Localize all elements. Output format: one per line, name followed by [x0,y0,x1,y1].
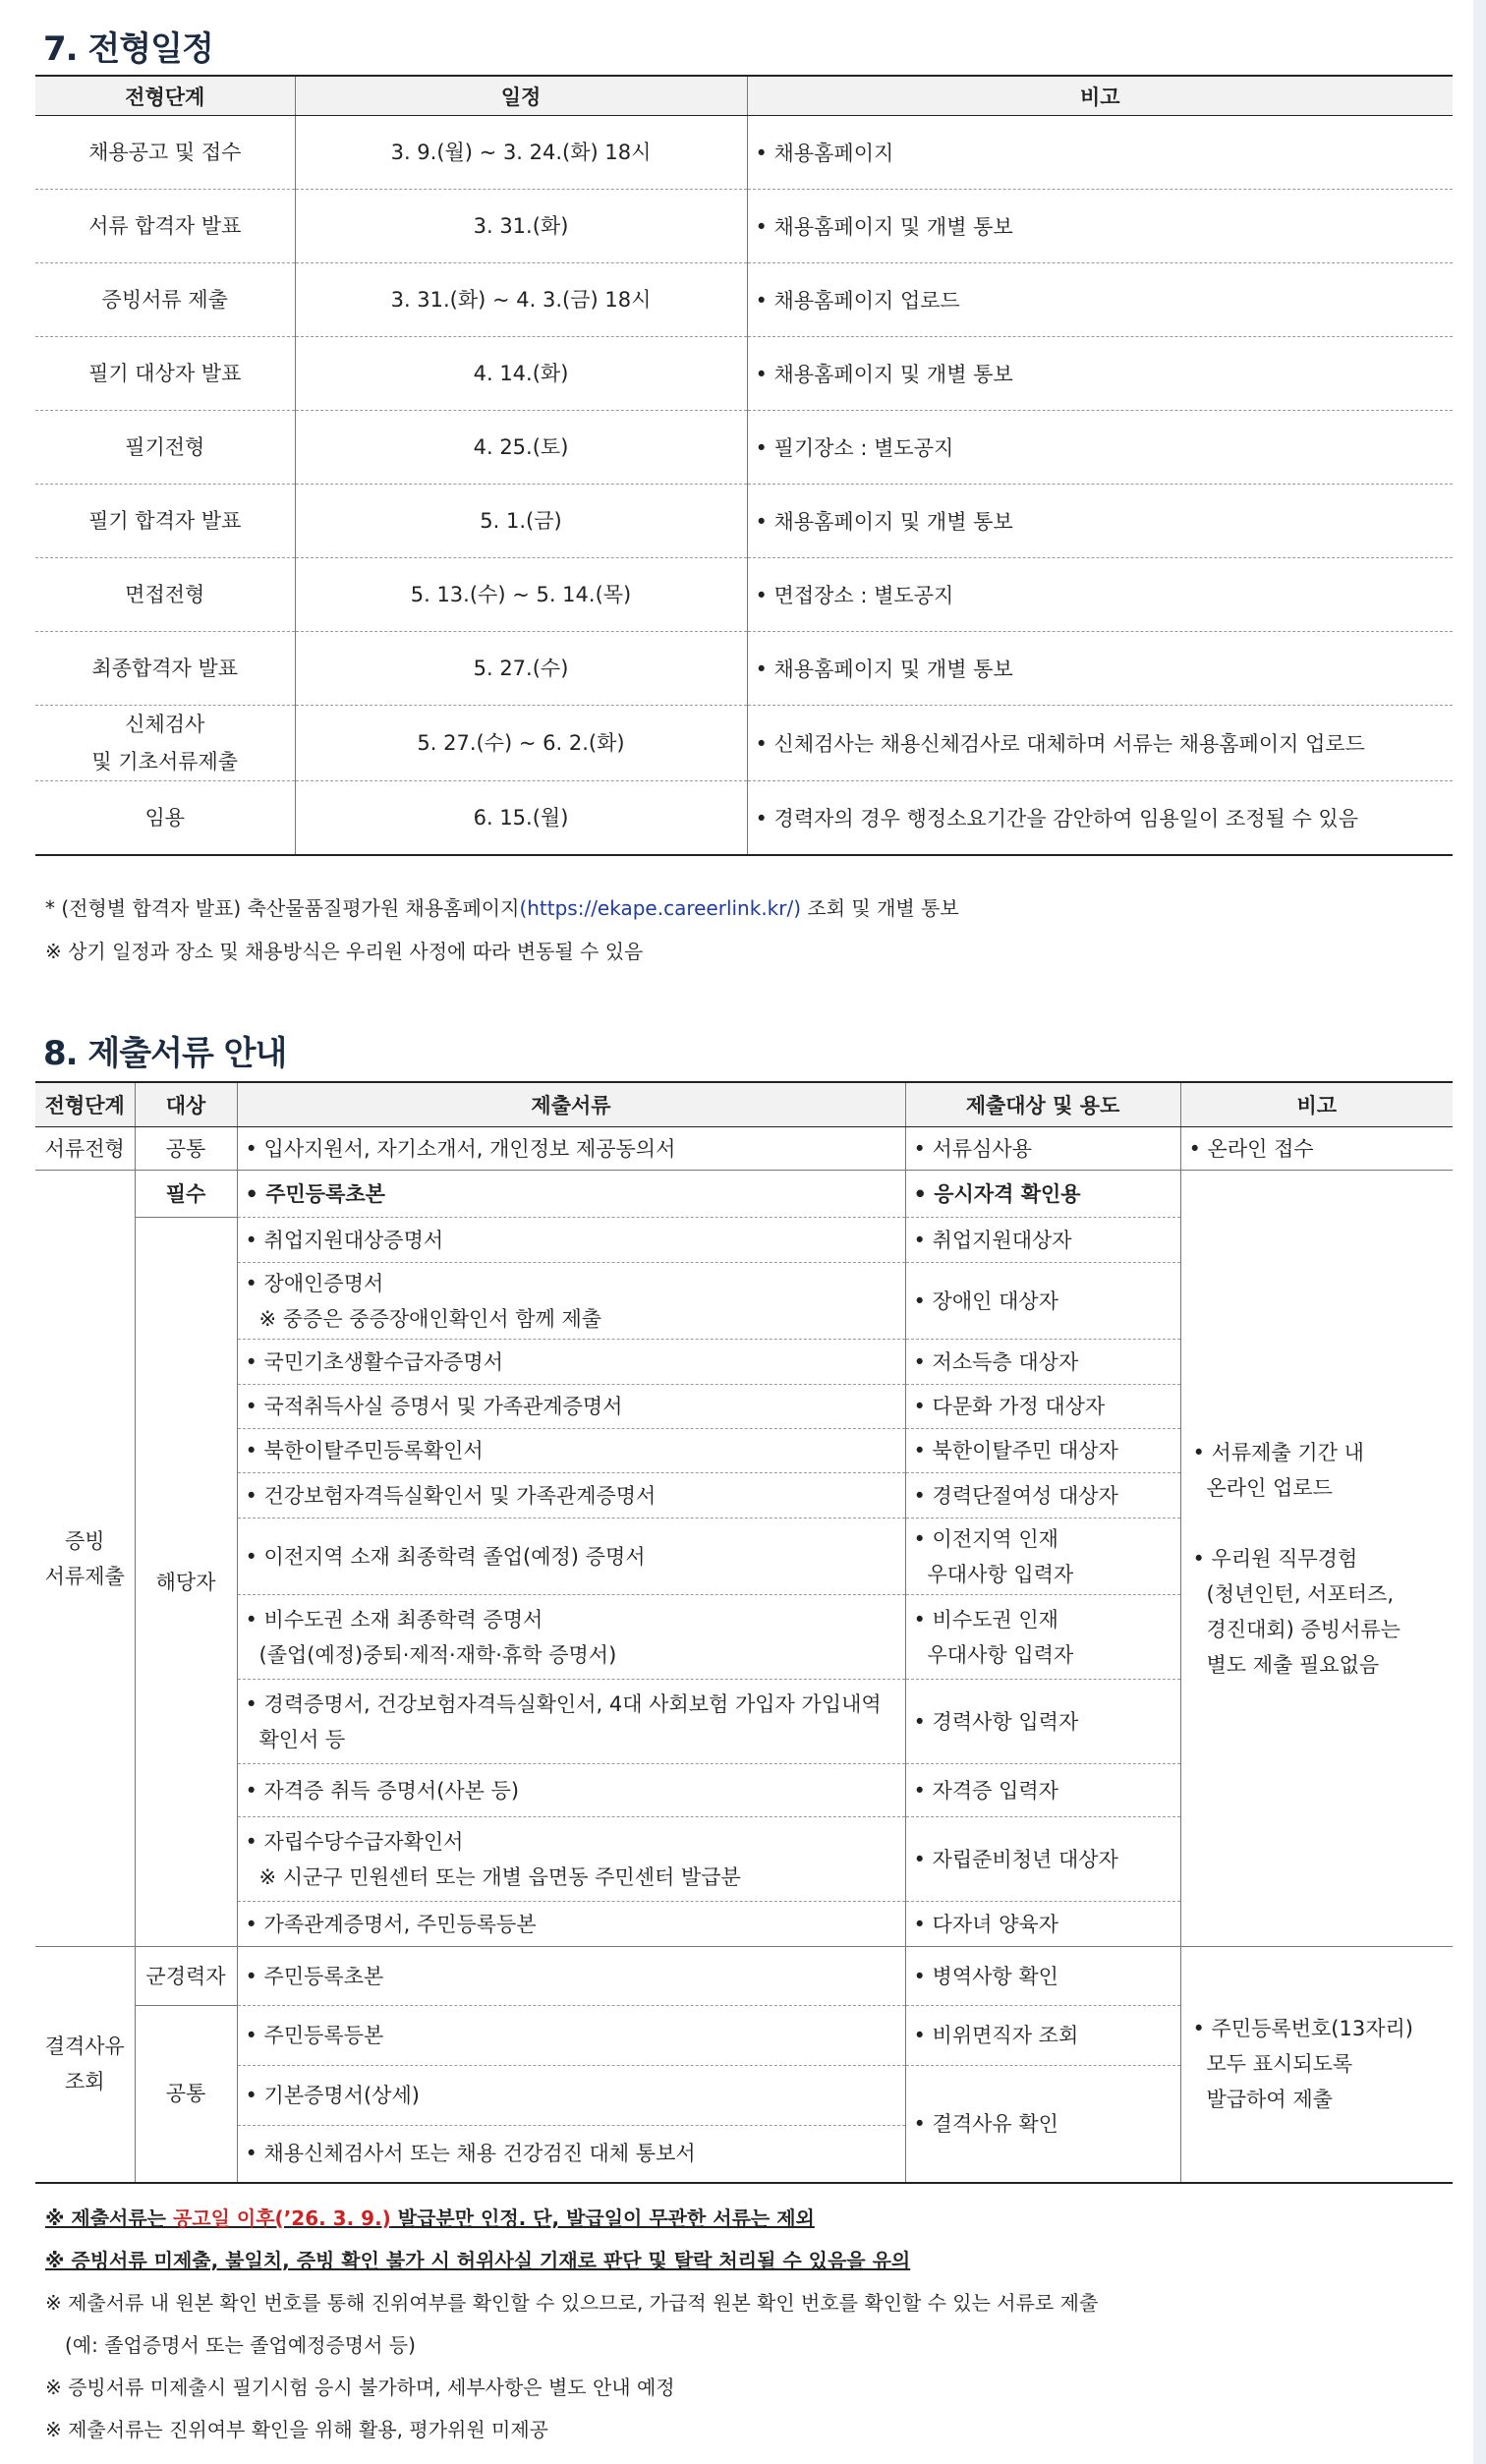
table-row [35,485,1453,558]
doc-line: • 비수도권 소재 최종학력 증명서 [245,1607,543,1632]
use-cell: • 응시자격 확인용 [905,1171,1180,1218]
note-line: • 주민등록번호(13자리) [1192,2017,1413,2041]
note-line: • 우리원 직무경험 [1192,1546,1358,1571]
use-cell: • 북한이탈주민 대상자 [905,1429,1180,1473]
stage-line: 증빙 [64,1528,105,1553]
note-text: 조회 및 개별 통보 [801,896,959,920]
note-cell: • 채용홈페이지 업로드 [747,263,1453,337]
note-line: 발급하여 제출 [1206,2088,1333,2112]
footnote-5: ※ 제출서류는 진위여부 확인을 위해 활용, 평가위원 미제공 [45,2418,548,2441]
stage-line: 결격사유 [44,2034,125,2059]
doc-line: ※ 시군구 민원센터 또는 개별 읍면동 주민센터 발급분 [258,1864,741,1889]
documents-table [35,1081,1453,2184]
note-line: • 서류제출 기간 내 [1192,1440,1364,1464]
date-cell: 3. 31.(화) ~ 4. 3.(금) 18시 [295,263,747,337]
date-cell: 6. 15.(월) [295,781,747,856]
doc-cell: • 국민기초생활수급자증명서 [237,1340,905,1385]
use-cell: • 병역사항 확인 [905,1947,1180,2006]
doc-cell [237,1817,905,1902]
stage-cell: 필기전형 [35,411,295,485]
col-header-note: 비고 [747,76,1453,116]
doc-cell: • 채용신체검사서 또는 채용 건강검진 대체 통보서 [237,2126,905,2183]
use-cell: • 자립준비청년 대상자 [905,1817,1180,1902]
doc-cell: • 주민등록초본 [237,1171,905,1218]
documents-footnotes [45,2198,1441,2451]
right-edge-strip [1473,0,1486,2464]
table-row [35,1171,1453,1218]
note-cell: • 온라인 접수 [1180,1127,1453,1171]
use-cell: • 다자녀 양육자 [905,1902,1180,1947]
careerlink-url[interactable]: (https://ekape.careerlink.kr/) [519,896,802,920]
stage-line: 조회 [64,2070,105,2094]
target-cell: 공통 [135,1127,237,1171]
stage-line: 및 기초서류제출 [91,750,239,774]
col-header-target: 대상 [135,1082,237,1127]
stage-line: 신체검사 [125,713,205,736]
section-8-title: 8. 제출서류 안내 [43,1034,287,1073]
use-line: • 비수도권 인재 [913,1607,1058,1632]
stage-cell: 임용 [35,781,295,856]
stage-cell: 서류 합격자 발표 [35,190,295,263]
doc-cell: • 주민등록초본 [237,1947,905,2006]
footnote-2: ※ 증빙서류 미제출, 불일치, 증빙 확인 불가 시 허위사실 기재로 판단 및 탈락 처리될 수 있음을 유의 [45,2249,911,2272]
col-header-note: 비고 [1180,1082,1453,1127]
doc-line: ※ 중증은 중증장애인확인서 함께 제출 [258,1306,602,1331]
table-row [35,190,1453,263]
use-cell: • 결격사유 확인 [905,2066,1180,2183]
footnote-4: ※ 증빙서류 미제출시 필기시험 응시 불가하며, 세부사항은 별도 안내 예정 [45,2376,675,2399]
use-line: 우대사항 입력자 [927,1562,1074,1586]
use-cell: • 경력사항 입력자 [905,1680,1180,1764]
use-cell: • 장애인 대상자 [905,1263,1180,1340]
col-header-docs: 제출서류 [237,1082,905,1127]
date-cell: 3. 9.(월) ~ 3. 24.(화) 18시 [295,116,747,190]
doc-line: • 자립수당수급자확인서 [245,1829,464,1854]
note-cell: • 신체검사는 채용신체검사로 대체하며 서류는 채용홈페이지 업로드 [747,706,1453,781]
note-line: (청년인턴, 서포터즈, [1206,1581,1395,1606]
note-line: 모두 표시되도록 [1206,2052,1353,2077]
stage-cell [35,1947,135,2183]
doc-cell: • 자격증 취득 증명서(사본 등) [237,1764,905,1817]
stage-cell [35,1171,135,1947]
doc-line: (졸업(예정)중퇴·제적·재학·휴학 증명서) [258,1642,617,1667]
col-header-stage: 전형단계 [35,76,295,116]
col-header-use: 제출대상 및 용도 [905,1082,1180,1127]
table-row [35,558,1453,632]
date-cell: 4. 14.(화) [295,337,747,411]
stage-cell: 면접전형 [35,558,295,632]
note-text: * (전형별 합격자 발표) 축산물품질평가원 채용홈페이지 [45,896,520,920]
schedule-header-row [35,76,1453,116]
note-cell: • 채용홈페이지 [747,116,1453,190]
stage-cell: 서류전형 [44,1136,125,1161]
table-row [35,632,1453,706]
table-row [35,337,1453,411]
use-cell: • 경력단절여성 대상자 [905,1473,1180,1519]
stage-cell: 최종합격자 발표 [35,632,295,706]
table-row [35,411,1453,485]
doc-cell: • 국적취득사실 증명서 및 가족관계증명서 [237,1385,905,1429]
doc-cell: • 주민등록등본 [237,2006,905,2066]
use-cell: • 서류심사용 [905,1127,1180,1171]
note-cell: • 경력자의 경우 행정소요기간을 감안하여 임용일이 조정될 수 있음 [747,781,1453,856]
table-row [35,116,1453,190]
schedule-note-1 [45,887,959,930]
footnote-text: 발급분만 인정. 단, 발급일이 무관한 서류는 제외 [390,2206,815,2230]
date-cell: 5. 27.(수) ~ 6. 2.(화) [295,706,747,781]
note-cell: • 채용홈페이지 및 개별 통보 [747,485,1453,558]
stage-cell: 필기 합격자 발표 [35,485,295,558]
doc-cell: • 이전지역 소재 최종학력 졸업(예정) 증명서 [237,1519,905,1595]
note-cell: • 면접장소 : 별도공지 [747,558,1453,632]
doc-cell: • 건강보험자격득실확인서 및 가족관계증명서 [237,1473,905,1519]
target-cell: 필수 [135,1171,237,1218]
date-cell: 5. 27.(수) [295,632,747,706]
doc-cell: • 취업지원대상증명서 [237,1218,905,1263]
target-cell: 공통 [135,2006,237,2183]
footnote-1 [45,2198,1441,2240]
note-cell: • 채용홈페이지 및 개별 통보 [747,632,1453,706]
table-row [35,1127,1453,1171]
use-cell [905,1519,1180,1595]
footnote-text: ※ 제출서류는 [45,2206,173,2230]
use-cell [905,1595,1180,1680]
doc-cell: • 가족관계증명서, 주민등록등본 [237,1902,905,1947]
table-row [35,781,1453,856]
target-cell: 해당자 [135,1218,237,1947]
use-cell: • 취업지원대상자 [905,1218,1180,1263]
section-7-title: 7. 전형일정 [43,29,213,69]
footnote-highlight: 공고일 이후(’26. 3. 9.) [172,2206,391,2230]
use-line: • 이전지역 인재 [913,1526,1058,1551]
note-cell [1180,1171,1453,1947]
footnote-3-example: (예: 졸업증명서 또는 졸업예정증명서 등) [65,2333,416,2357]
col-header-date: 일정 [295,76,747,116]
schedule-notes [45,887,959,973]
stage-cell [35,706,295,781]
date-cell: 4. 25.(토) [295,411,747,485]
note-cell: • 채용홈페이지 및 개별 통보 [747,337,1453,411]
use-cell: • 다문화 가정 대상자 [905,1385,1180,1429]
use-cell: • 비위면직자 조회 [905,2006,1180,2066]
doc-cell: • 북한이탈주민등록확인서 [237,1429,905,1473]
doc-cell [237,1263,905,1340]
use-cell: • 자격증 입력자 [905,1764,1180,1817]
doc-cell [237,1680,905,1764]
table-row [35,263,1453,337]
date-cell: 5. 1.(금) [295,485,747,558]
note-line: 경진대회) 증빙서류는 [1206,1617,1400,1641]
doc-cell: • 기본증명서(상세) [237,2066,905,2126]
schedule-note-2: ※ 상기 일정과 장소 및 채용방식은 우리원 사정에 따라 변동될 수 있음 [45,940,644,963]
date-cell: 3. 31.(화) [295,190,747,263]
target-cell: 군경력자 [135,1947,237,2006]
stage-line: 서류제출 [44,1564,125,1588]
col-header-stage: 전형단계 [35,1082,135,1127]
note-line: 별도 제출 필요없음 [1206,1652,1380,1677]
doc-line: • 장애인증명서 [245,1271,384,1295]
date-cell: 5. 13.(수) ~ 5. 14.(목) [295,558,747,632]
note-cell [1180,1947,1453,2183]
footnote-3: ※ 제출서류 내 원본 확인 번호를 통해 진위여부를 확인할 수 있으므로, 가급적 원본 확인 번호를 확인할 수 있는 서류로 제출 [45,2291,1099,2315]
doc-cell [237,1595,905,1680]
doc-line: • 경력증명서, 건강보험자격득실확인서, 4대 사회보험 가입자 가입내역 [245,1691,882,1716]
stage-cell: 필기 대상자 발표 [35,337,295,411]
use-cell: • 저소득층 대상자 [905,1340,1180,1385]
table-row [35,706,1453,781]
stage-cell: 채용공고 및 접수 [88,141,242,164]
use-line: 우대사항 입력자 [927,1642,1074,1667]
doc-cell: • 입사지원서, 자기소개서, 개인정보 제공동의서 [237,1127,905,1171]
stage-cell: 증빙서류 제출 [35,263,295,337]
note-line: 온라인 업로드 [1206,1475,1333,1500]
table-row [35,1947,1453,2006]
schedule-table [35,75,1453,856]
note-cell: • 채용홈페이지 및 개별 통보 [747,190,1453,263]
doc-line: 확인서 등 [258,1727,346,1751]
documents-header-row [35,1082,1453,1127]
note-cell: • 필기장소 : 별도공지 [747,411,1453,485]
